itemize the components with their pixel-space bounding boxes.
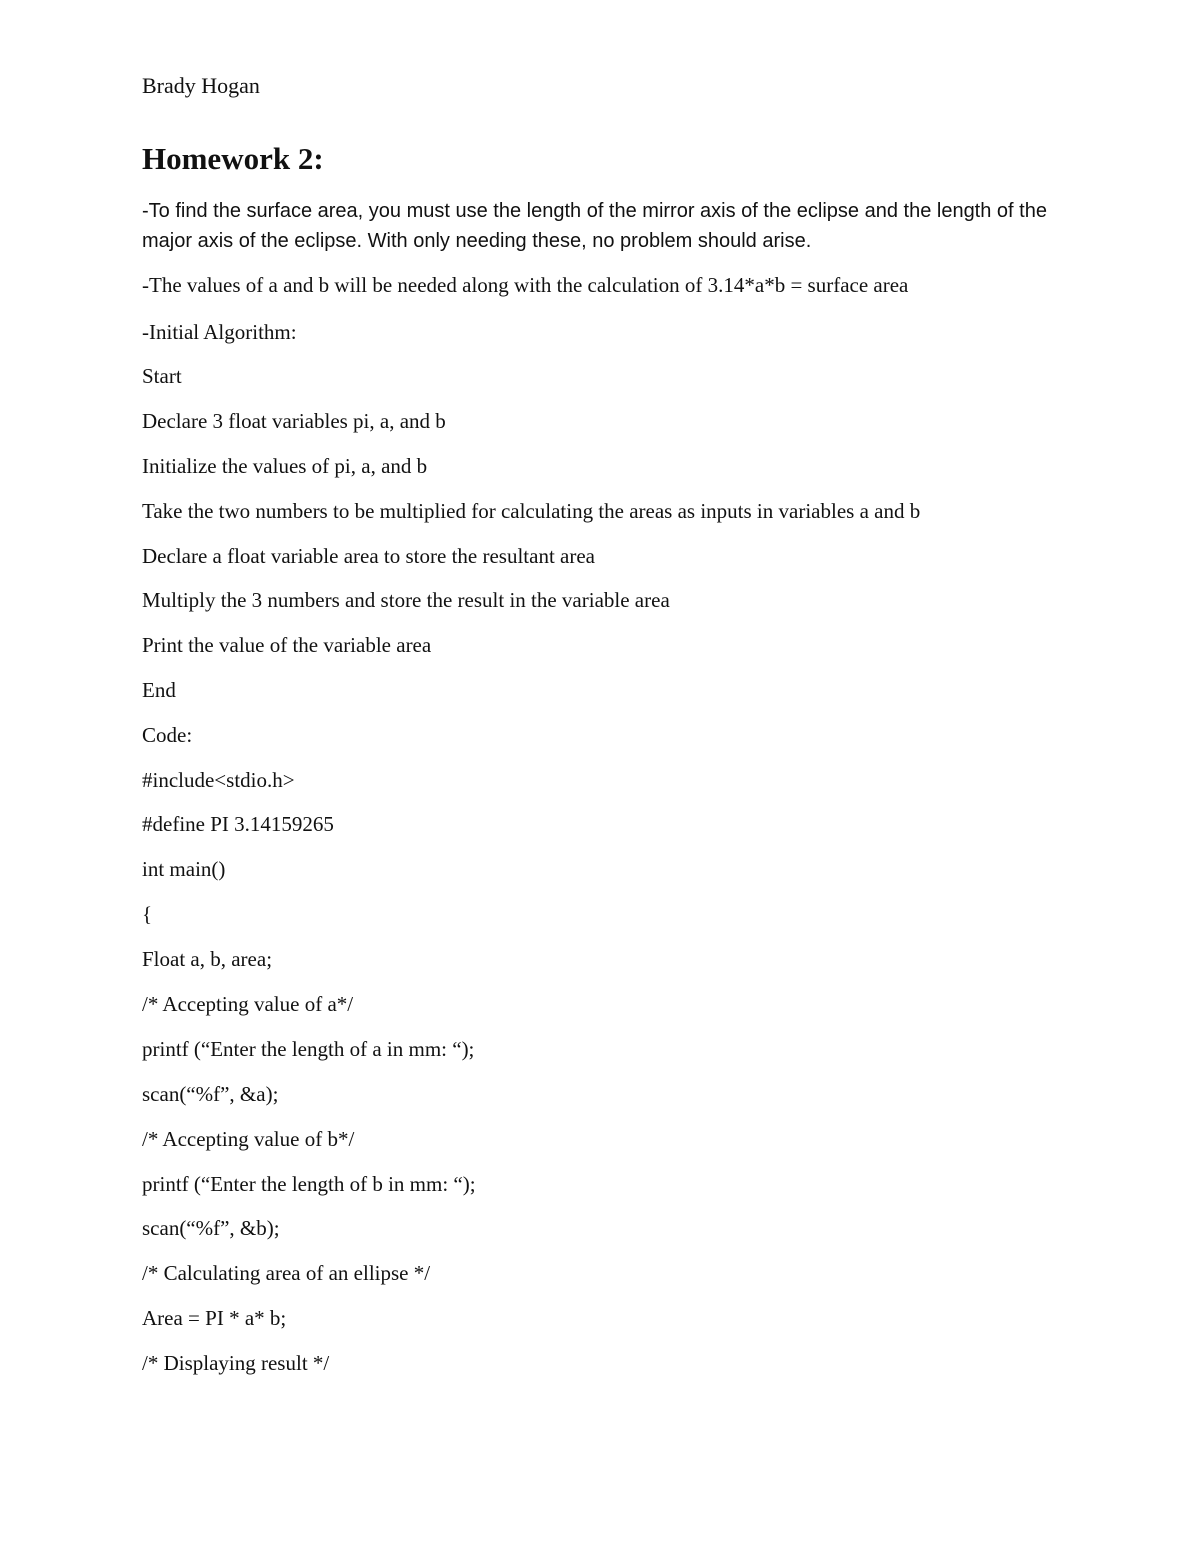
code-line: /* Displaying result */ [142,1351,330,1375]
author-name: Brady Hogan [142,73,260,98]
code-line: scan(“%f”, &b); [142,1216,280,1240]
algorithm-step: Declare 3 float variables pi, a, and b [142,409,446,433]
code-line: #define PI 3.14159265 [142,812,334,836]
code-line: /* Calculating area of an ellipse */ [142,1261,431,1285]
code-line: Area = PI * a* b; [142,1306,287,1330]
code-line: { [142,902,153,926]
code-heading: Code: [142,723,193,747]
code-line: #include<stdio.h> [142,768,295,792]
values-paragraph: -The values of a and b will be needed along with the calculation of 3.14*a*b = surface area [142,273,909,297]
code-line: scan(“%f”, &a); [142,1082,279,1106]
algorithm-step: Print the value of the variable area [142,633,432,657]
code-line: /* Accepting value of a*/ [142,992,354,1016]
algorithm-step: End [142,678,176,702]
algorithm-step: Declare a float variable area to store the resultant area [142,544,595,568]
code-line: printf (“Enter the length of b in mm: “); [142,1172,476,1196]
code-line: Float a, b, area; [142,947,273,971]
intro-paragraph: -To find the surface area, you must use the length of the mirror axis of the eclipse and the length of the major axis of the eclipse. With only needing these, no problem should arise. [142,200,1047,252]
algorithm-step: Initialize the values of pi, a, and b [142,454,428,478]
algorithm-heading: -Initial Algorithm: [142,320,297,344]
code-line: int main() [142,857,226,881]
algorithm-step: Multiply the 3 numbers and store the result in the variable area [142,588,670,612]
algorithm-step: Take the two numbers to be multiplied for calculating the areas as inputs in variables a and b [142,499,921,523]
code-line: /* Accepting value of b*/ [142,1127,355,1151]
algorithm-step: Start [142,364,182,388]
page-title: Homework 2: [142,141,324,176]
code-line: printf (“Enter the length of a in mm: “); [142,1037,475,1061]
